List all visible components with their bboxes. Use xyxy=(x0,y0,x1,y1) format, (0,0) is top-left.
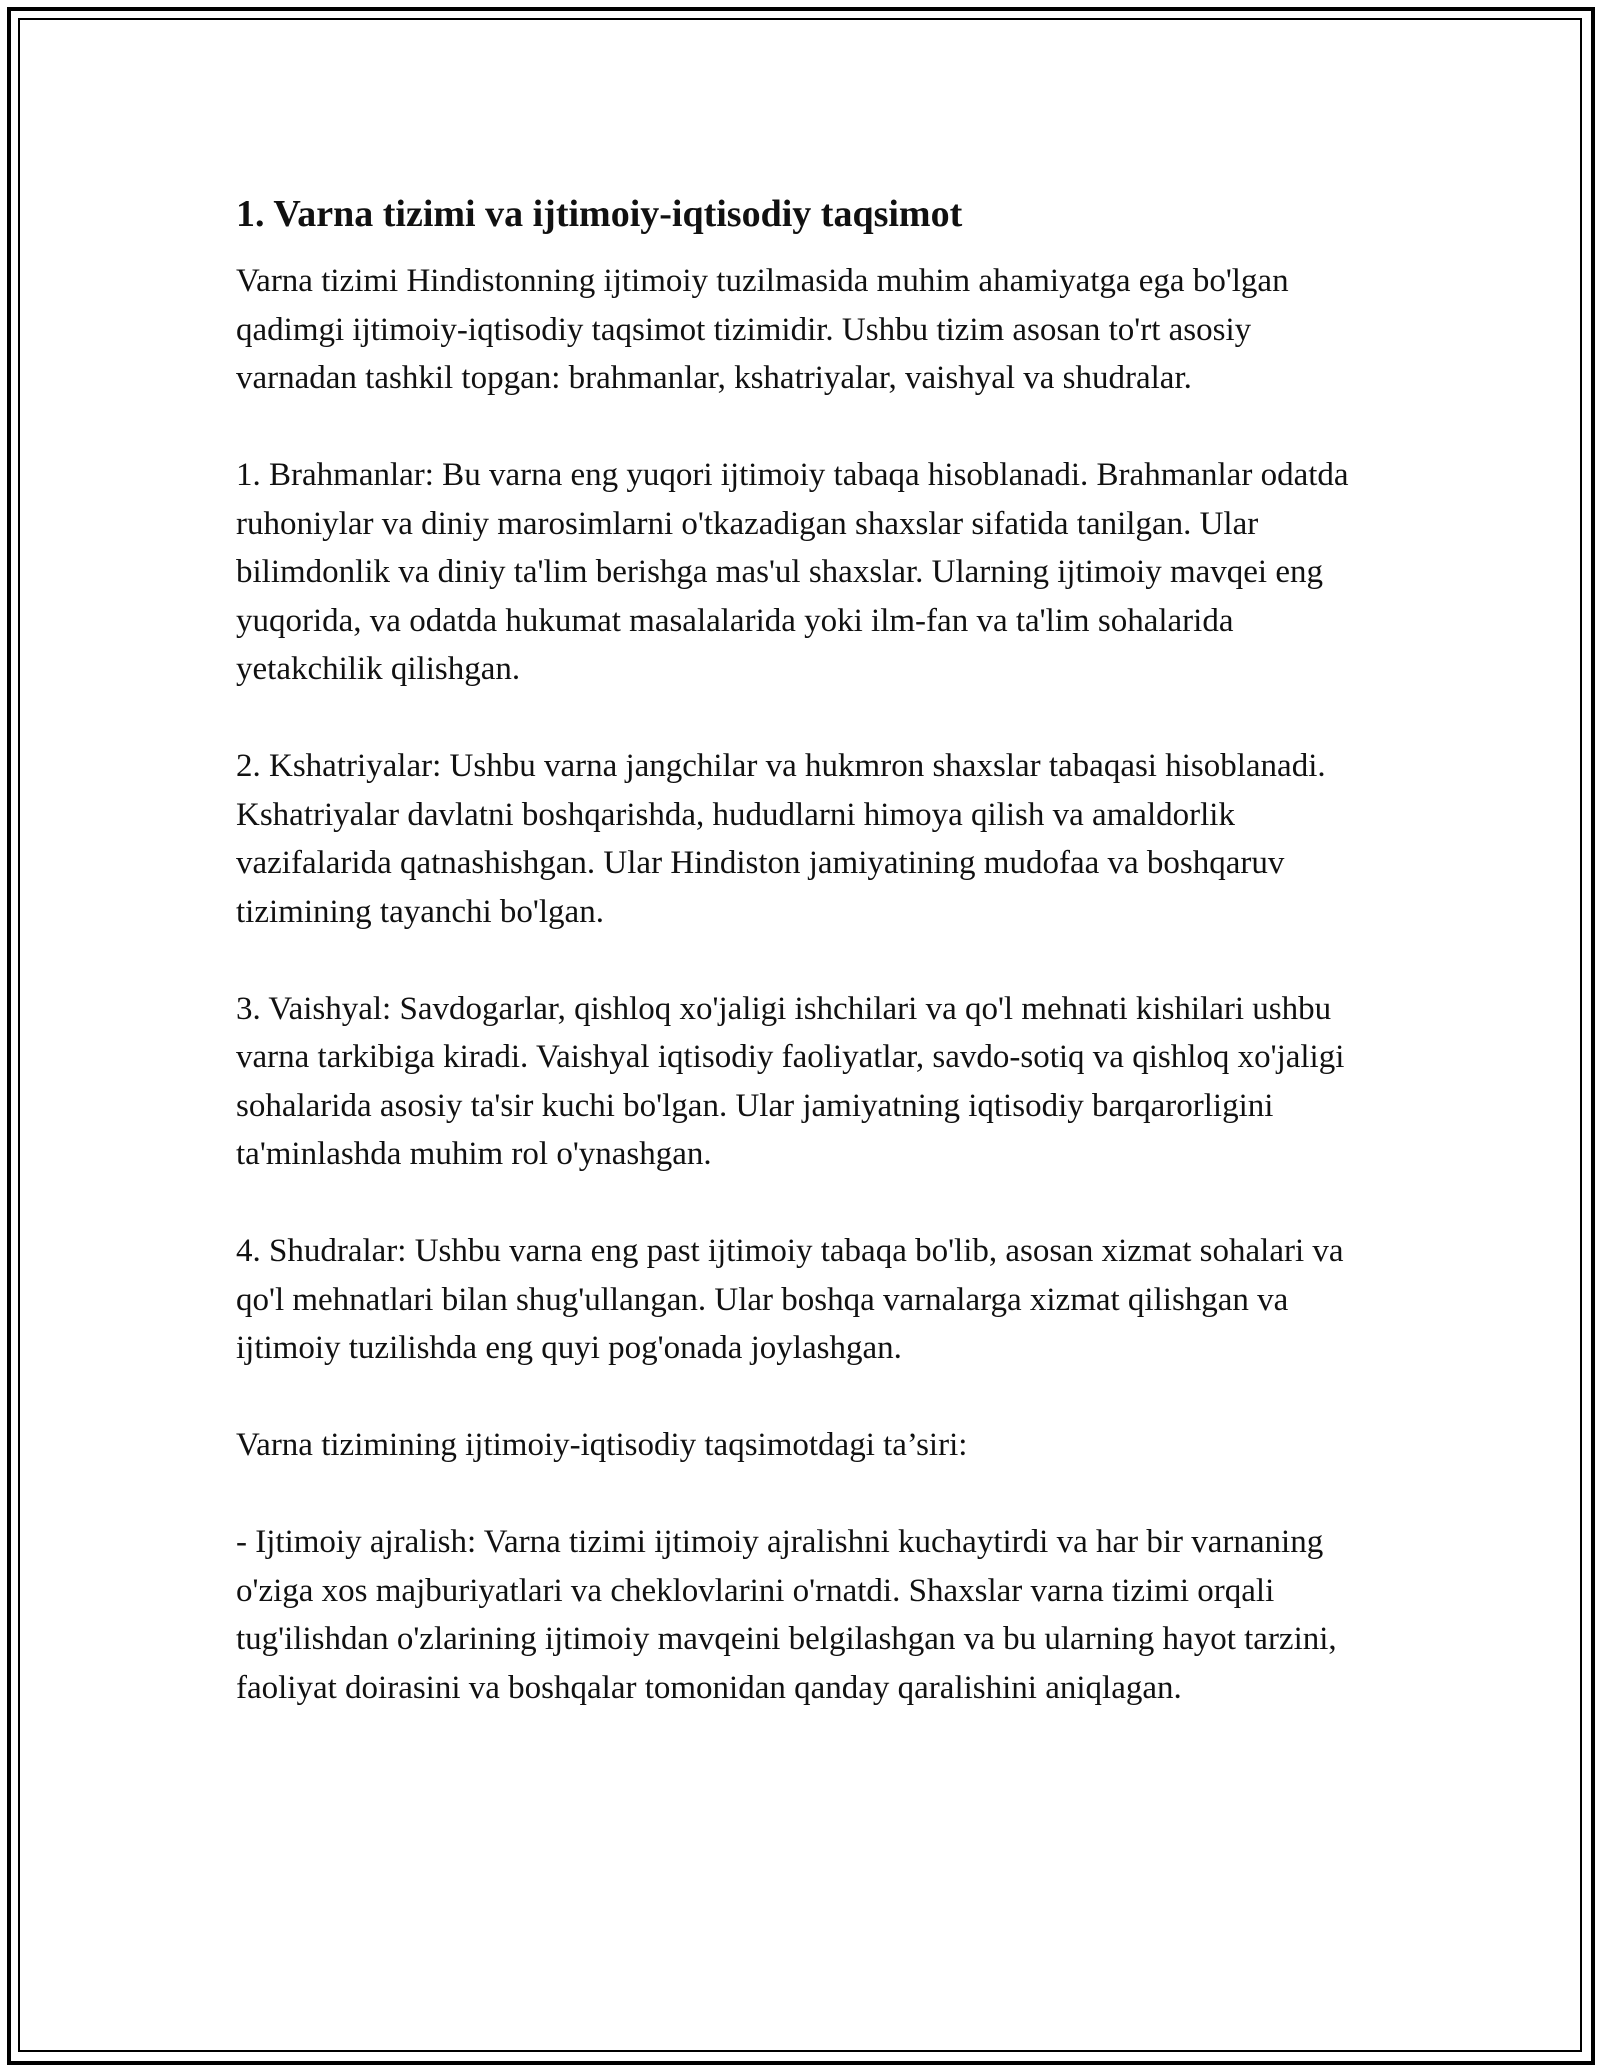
kshatriyalar-paragraph: 2. Kshatriyalar: Ushbu varna jangchilar va hukmron shaxslar tabaqasi hisoblanadi. Kshatriyalar davlatni boshqarishda, hududlarni himoya qilish va amaldorlik vazifalarida qatnashishgan. Ular Hindiston jamiyatining mudofaa va boshqaruv tizimining tayanchi bo'lgan. xyxy=(236,748,1326,930)
intro-paragraph: Varna tizimi Hindistonning ijtimoiy tuzilmasida muhim ahamiyatga ega bo'lgan qadimgi ijtimoiy-iqtisodiy taqsimot tizimidir. Ushbu tizim asosan to'rt asosiy varnadan tashkil topgan: brahmanlar, kshatriyalar, vaishyal va shudralar. xyxy=(236,263,1289,396)
impact-heading-paragraph: Varna tizimining ijtimoiy-iqtisodiy taqsimotdagi ta’siri: xyxy=(236,1427,968,1463)
document-body xyxy=(236,185,1376,1761)
social-separation-paragraph: - Ijtimoiy ajralish: Varna tizimi ijtimoiy ajralishni kuchaytirdi va har bir varnaning o'ziga xos majburiyatlari va cheklovlarini o'rnatdi. Shaxslar varna tizimi orqali tug'ilishdan o'zlarining ijtimoiy mavqeini belgilashgan va bu ularning hayot tarzini, faoliyat doirasini va boshqalar tomonidan qanday qaralishini aniqlagan. xyxy=(236,1524,1337,1706)
vaishyal-paragraph: 3. Vaishyal: Savdogarlar, qishloq xo'jaligi ishchilari va qo'l mehnati kishilari ushbu varna tarkibiga kiradi. Vaishyal iqtisodiy faoliyatlar, savdo-sotiq va qishloq xo'jaligi sohalarida asosiy ta'sir kuchi bo'lgan. Ular jamiyatning iqtisodiy barqarorligini ta'minlashda muhim rol o'ynashgan. xyxy=(236,990,1345,1172)
shudralar-paragraph: 4. Shudralar: Ushbu varna eng past ijtimoiy tabaqa bo'lib, asosan xizmat sohalari va qo'l mehnatlari bilan shug'ullangan. Ular boshqa varnalarga xizmat qilishgan va ijtimoiy tuzilishda eng quyi pog'onada joylashgan. xyxy=(236,1233,1344,1366)
brahmanlar-paragraph: 1. Brahmanlar: Bu varna eng yuqori ijtimoiy tabaqa hisoblanadi. Brahmanlar odatda ruhoniylar va diniy marosimlarni o'tkazadigan shaxslar sifatida tanilgan. Ular bilimdonlik va diniy ta'lim berishga mas'ul shaxslar. Ularning ijtimoiy mavqei eng yuqorida, va odatda hukumat masalalarida yoki ilm-fan va ta'lim sohalarida yetakchilik qilishgan. xyxy=(236,457,1349,687)
section-title: 1. Varna tizimi va ijtimoiy-iqtisodiy taqsimot xyxy=(236,193,963,235)
